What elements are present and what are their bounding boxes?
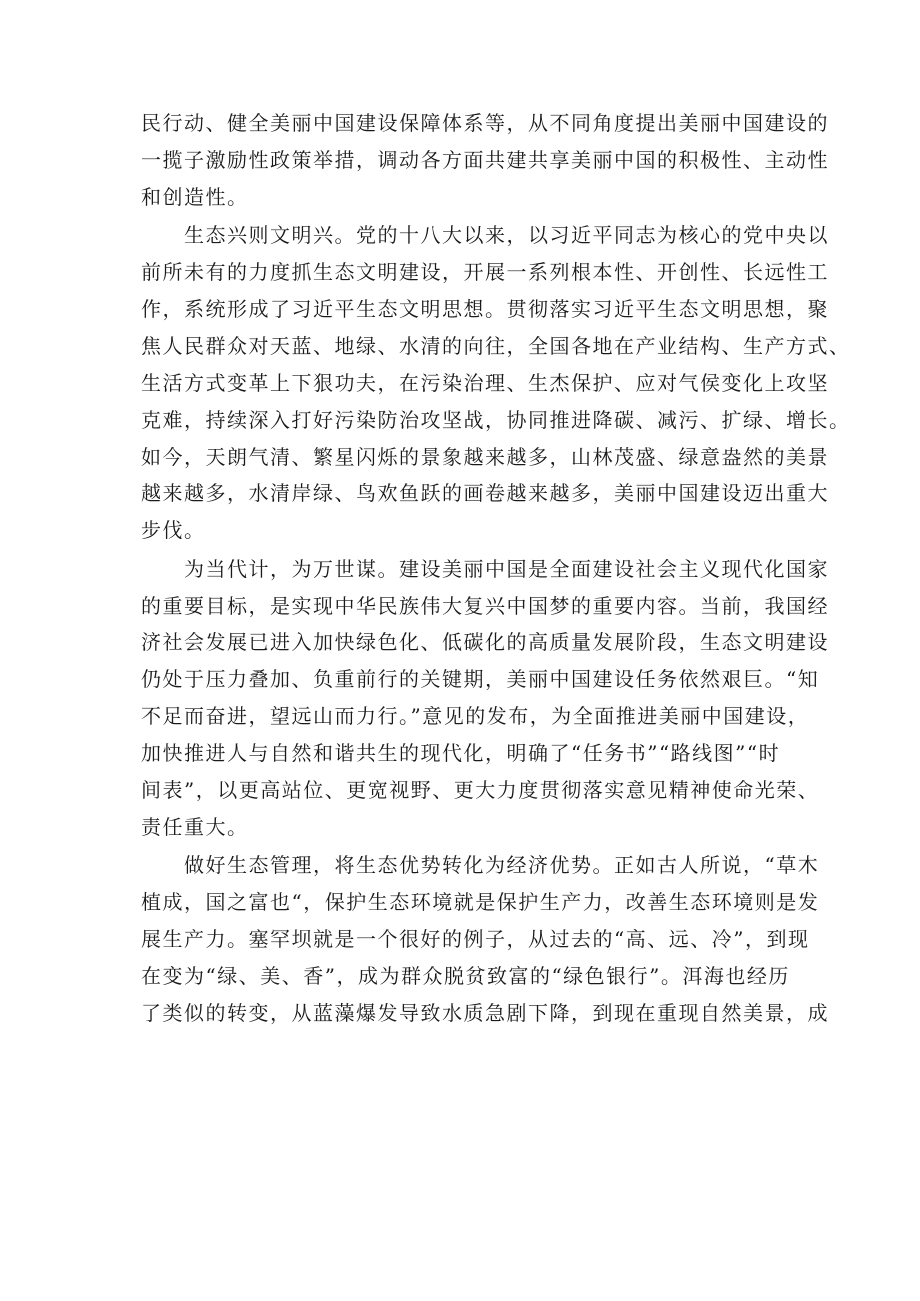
text-line: 了类似的转变，从蓝藻爆发导致水质急剧下降，到现在重现自然美景，成	[141, 1000, 829, 1025]
text-line: 作，系统形成了习近平生态文明思想。贯彻落实习近平生态文明思想，聚	[141, 296, 829, 321]
paragraph	[141, 551, 829, 846]
text-line: 间表”，以更高站位、更宽视野、更大力度贯彻落实意见精神使命光荣、	[141, 778, 820, 803]
text-line: 克难，持续深入打好污染防治攻坚战，协同推进降碳、减污、扩绿、增长。	[141, 407, 851, 432]
text-line: 前所未有的力度抓生态文明建设，开展一系列根本性、开创性、长远性工	[141, 260, 829, 285]
text-line: 展生产力。塞罕坝就是一个很好的例子，从过去的“高、远、冷”，到现	[141, 927, 810, 952]
text-line: 加快推进人与自然和谐共生的现代化，明确了“任务书”“路线图”“时	[141, 741, 781, 766]
paragraph	[141, 847, 829, 1031]
text-line: 植成，国之富也“，保护生态环境就是保护生产力，改善生态环境则是发	[141, 890, 820, 915]
text-line: 一揽子激励性政策举措，调动各方面共建共享美丽中国的积极性、主动性	[141, 147, 829, 172]
text-line: 和创造性。	[141, 184, 249, 209]
text-line: 步伐。	[141, 518, 206, 543]
paragraph	[141, 217, 851, 549]
text-line: 责任重大。	[141, 814, 249, 839]
text-line: 生态兴则文明兴。党的十八大以来，以习近平同志为核心的党中央以	[141, 223, 829, 248]
text-line: 民行动、健全美丽中国建设保障体系等，从不同角度提出美丽中国建设的	[141, 111, 829, 135]
text-line: 不足而奋进，望远山而力行。”意见的发布，为全面推进美丽中国建设，	[141, 704, 810, 729]
text-line: 济社会发展已进入加快绿色化、低碳化的高质量发展阶段，生态文明建设	[141, 630, 829, 655]
text-line: 越来越多，水清岸绿、鸟欢鱼跃的画卷越来越多，美丽中国建设迈出重大	[141, 481, 829, 506]
text-line: 生活方式变革上下狠功夫，在污染治理、生杰保护、应对气侯变化上攻坚	[141, 370, 829, 395]
text-line: 焦人民群众对天蓝、地绿、水清的向往，全国各地在产业结构、生产方式、	[141, 333, 851, 358]
text-line: 做好生态管理，将生态优势转化为经济优势。正如古人所说，“草木	[141, 853, 820, 878]
article-body	[141, 105, 851, 1032]
text-line: 如今，天朗气清、繁星闪烁的景象越来越多，山林茂盛、绿意盎然的美景	[141, 444, 829, 469]
text-line: 仍处于压力叠加、负重前行的关键期，美丽中国建设任务依然艰巨。“知	[141, 667, 820, 692]
text-line: 在变为“绿、美、香”，成为群众脱贫致富的“绿色银行”。洱海也经历	[141, 963, 790, 988]
text-line: 为当代计，为万世谋。建设美丽中国是全面建设社会主义现代化国家	[141, 556, 829, 581]
paragraph	[141, 105, 829, 216]
text-line: 的重要目标，是实现中华民族伟大复兴中国梦的重要内容。当前，我国经	[141, 593, 829, 618]
